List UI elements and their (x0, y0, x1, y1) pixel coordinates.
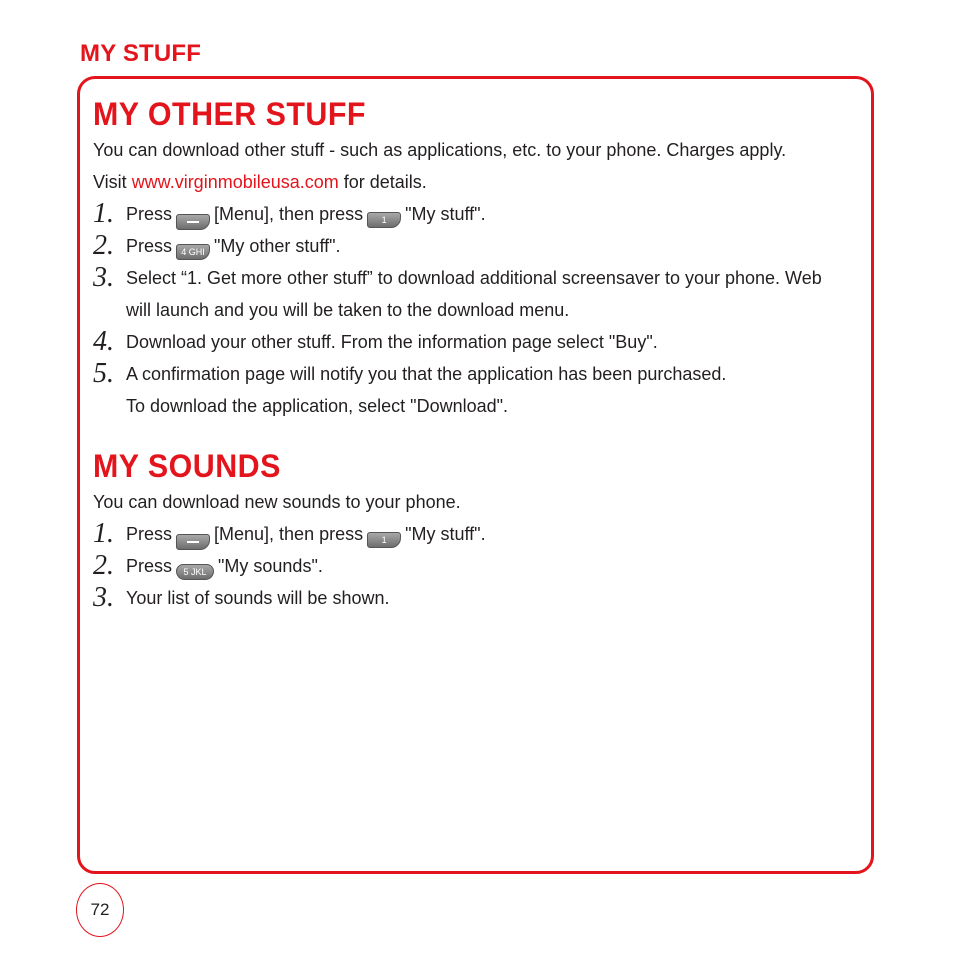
step-text: Press (126, 204, 173, 224)
step-1 (93, 518, 873, 550)
my-sounds-heading: MY SOUNDS (93, 448, 281, 484)
section-label: MY STUFF (80, 40, 202, 67)
step-number: 2. (93, 230, 114, 261)
page-content (93, 94, 873, 614)
step-text: "My stuff". (405, 204, 486, 224)
menu-softkey-icon (176, 534, 210, 550)
details-label: for details. (338, 172, 427, 192)
my-other-stuff-heading: MY OTHER STUFF (93, 96, 366, 132)
step-text: "My other stuff". (214, 236, 341, 256)
sounds-steps (93, 518, 873, 614)
step-number: 3. (93, 262, 114, 293)
step-number: 3. (93, 582, 114, 613)
step-text: "My stuff". (405, 524, 486, 544)
step-4 (93, 326, 873, 358)
virgin-mobile-link[interactable]: www.virginmobileusa.com (131, 172, 339, 192)
step-3 (93, 582, 873, 614)
key-4-icon: 4 GHI (176, 244, 210, 260)
key-5-icon: 5 JKL (176, 564, 214, 580)
step-text: A confirmation page will notify you that the application has been purchased. (126, 364, 727, 384)
step-2 (93, 230, 873, 262)
step-2 (93, 550, 873, 582)
step-number: 1. (93, 518, 114, 549)
step-5 (93, 358, 873, 422)
step-text: Press (126, 236, 173, 256)
step-number: 4. (93, 326, 114, 357)
step-text: [Menu], then press (214, 204, 364, 224)
step-number: 2. (93, 550, 114, 581)
page-number: 72 (76, 883, 124, 937)
menu-softkey-icon (176, 214, 210, 230)
sounds-intro: You can download new sounds to your phone. (93, 492, 461, 512)
key-1-icon: 1 (367, 532, 401, 548)
step-1 (93, 198, 873, 230)
step-text: Download your other stuff. From the information page select "Buy". (126, 332, 658, 352)
step-text: Press (126, 556, 173, 576)
other-stuff-visit (93, 166, 873, 198)
step-text: Select “1. Get more other stuff” to download additional screensaver to your phone. Web will launch and you will be taken to the download menu. (126, 268, 822, 320)
step-text: Press (126, 524, 173, 544)
step-text: To download the application, select "Download". (126, 396, 509, 416)
step-3 (93, 262, 873, 326)
step-number: 5. (93, 358, 114, 389)
step-text: "My sounds". (218, 556, 323, 576)
visit-label: Visit (93, 172, 132, 192)
step-text: Your list of sounds will be shown. (126, 588, 390, 608)
step-text: [Menu], then press (214, 524, 364, 544)
step-number: 1. (93, 198, 114, 229)
other-stuff-steps (93, 198, 873, 422)
key-1-icon: 1 (367, 212, 401, 228)
other-stuff-intro: You can download other stuff - such as applications, etc. to your phone. Charges apply. (93, 140, 787, 160)
